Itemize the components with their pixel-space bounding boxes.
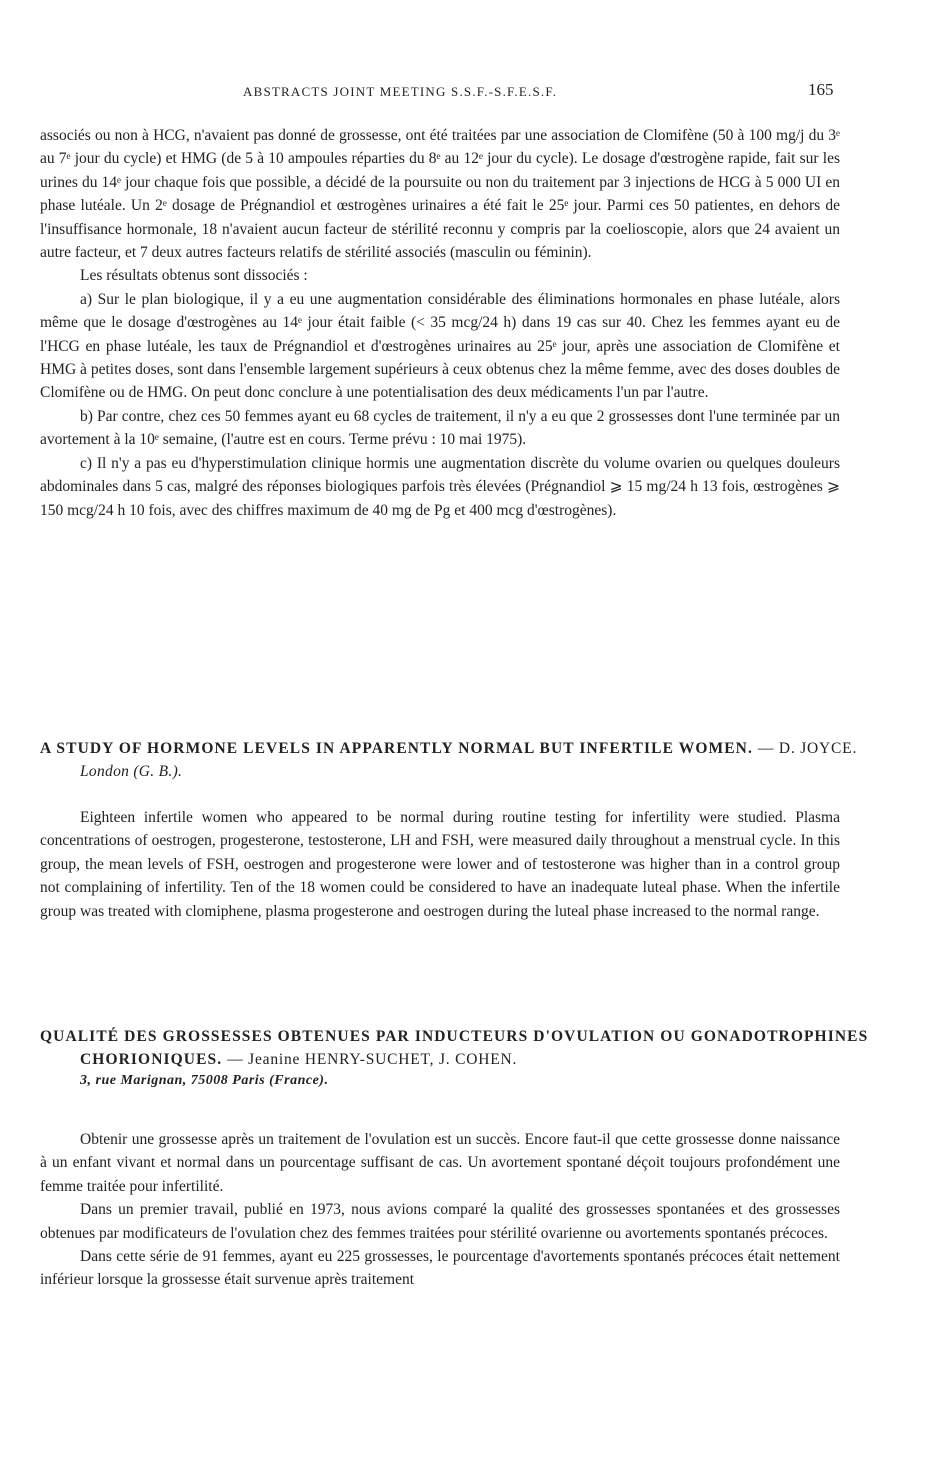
paragraph: Obtenir une grossesse après un traitement de l'ovulation est un succès. Encore faut-il que cette grossesse donne naissance à un enfant vivant et normal dans un pourcentage suffisant de cas. Un avortement spontané déçoit toujours profondément une femme traitée pour infertilité.: [40, 1131, 840, 1195]
continued-abstract: [40, 124, 840, 522]
authors: — Jeanine HENRY-SUCHET, J. COHEN.: [227, 1051, 518, 1068]
paragraph: c) Il n'y a pas eu d'hyperstimulation clinique hormis une augmentation discrète du volume ovarien ou quelques douleurs abdominales dans 5 cas, malgré des réponses biologiques parfois très élevées (Prégnandiol ⩾ 15 mg/24 h 13 fois, œstrogènes ⩾ 150 mcg/24 h 10 fois, avec des chiffres maximum de 40 mg de Pg et 400 mcg d'œstrogènes).: [40, 454, 840, 519]
paragraph: a) Sur le plan biologique, il y a eu une augmentation considérable des éliminations hormonales en phase lutéale, alors même que le dosage d'œstrogènes au 14ᵉ jour était faible (< 35 mcg/24 h) dans 19 cas sur 40. Chez les femmes ayant eu de l'HCG en phase lutéale, les taux de Prégnandiol et d'œstrogènes urinaires au 25ᵉ jour, après une association de Clomifène et HMG à petites doses, sont dans l'ensemble largement supérieurs à ceux obtenus chez la même femme, avec des doses doubles de Clomifène ou de HMG. On peut donc conclure à une potentialisation des deux médicaments l'un par l'autre.: [40, 290, 840, 402]
paragraph: Eighteen infertile women who appeared to be normal during routine testing for infertility were studied. Plasma concentrations of oestrogen, progesterone, testosterone, LH and FSH, were measured daily throughout a menstrual cycle. In this group, the mean levels of FSH, oestrogen and progesterone were lower and of testosterone was higher than in a control group not complaining of infertility. Ten of the 18 women could be considered to have an inadequate luteal phase. When the infertile group was treated with clomiphene, plasma progesterone and oestrogen during the luteal phase increased to the normal range.: [40, 809, 840, 920]
paragraph: b) Par contre, chez ces 50 femmes ayant eu 68 cycles de traitement, il n'y a eu que 2 grossesses dont l'une terminée par un avortement à la 10ᵉ semaine, (l'autre est en cours. Terme prévu : 10 mai 1975).: [40, 407, 840, 449]
affiliation: London (G. B.).: [80, 763, 183, 780]
author-address: 3, rue Marignan, 75008 Paris (France).: [80, 1073, 329, 1088]
page-number: 165: [808, 80, 834, 99]
paragraph: Les résultats obtenus sont dissociés :: [80, 267, 308, 285]
title-text: QUALITÉ DES GROSSESSES OBTENUES PAR INDUCTEURS D'OVULATION OU GONADOTROPHINES CHORIONIQUES.: [40, 1028, 869, 1068]
running-head: ABSTRACTS JOINT MEETING S.S.F.-S.F.E.S.F.: [243, 84, 558, 99]
title-text: A STUDY OF HORMONE LEVELS IN APPARENTLY NORMAL BUT INFERTILE WOMEN.: [40, 740, 753, 757]
authors: — D. JOYCE.: [757, 740, 858, 757]
abstract-title: [40, 737, 880, 783]
paragraph: Dans cette série de 91 femmes, ayant eu 225 grossesses, le pourcentage d'avortements spontanés précoces était nettement inférieur lorsque la grossesse était survenue après traitement: [40, 1248, 840, 1289]
abstract-title: [40, 1025, 880, 1071]
abstract-body: [40, 806, 840, 923]
paragraph: Dans un premier travail, publié en 1973, nous avions comparé la qualité des grossesses spontanées et des grossesses obtenues par modificateurs de l'ovulation chez des femmes traitées pour stérilité ovarienne ou avortements spontanés précoces.: [40, 1201, 840, 1242]
paragraph: associés ou non à HCG, n'avaient pas donné de grossesse, ont été traitées par une association de Clomifène (50 à 100 mg/j du 3ᵉ au 7ᵉ jour du cycle) et HMG (de 5 à 10 ampoules réparties du 8ᵉ au 12ᵉ jour du cycle). Le dosage d'œstrogène rapide, fait sur les urines du 14ᵉ jour chaque fois que possible, a décidé de la poursuite ou non du traitement par 3 injections de HCG à 5 000 UI en phase lutéale. Un 2ᵉ dosage de Prégnandiol et œstrogènes urinaires a été fait le 25ᵉ jour. Parmi ces 50 patientes, en dehors de l'insuffisance hormonale, 18 n'avaient aucun facteur de stérilité reconnu y compris par la coelioscopie, alors que 24 avaient un autre facteur, et 7 deux autres facteurs relatifs de stérilité associés (masculin ou féminin).: [40, 127, 840, 262]
abstract-body: [40, 1128, 840, 1292]
